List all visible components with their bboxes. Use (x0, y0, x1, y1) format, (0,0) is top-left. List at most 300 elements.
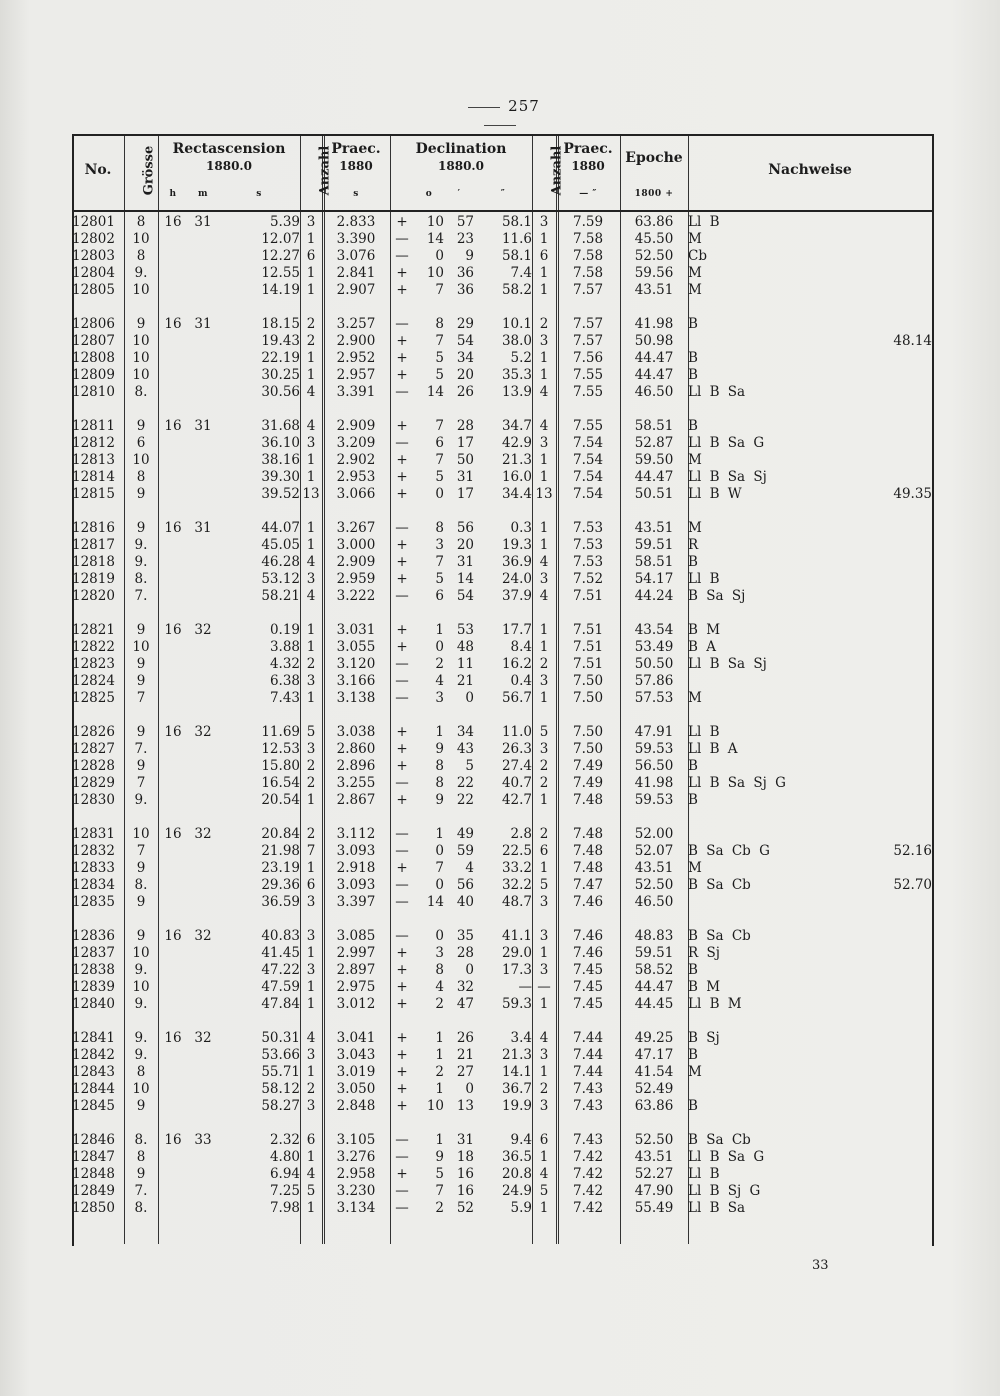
cell-dd: 0 (435, 486, 444, 502)
cell-m (188, 656, 218, 673)
cell-m (188, 1047, 218, 1064)
cell-no: 12801 (72, 214, 115, 230)
cell-rt (848, 452, 932, 469)
cell-pr2: 7.48 (572, 826, 604, 842)
cell-no: 12807 (72, 333, 115, 349)
cell-an: 2 (306, 775, 316, 791)
cell-ep: 63.86 (634, 214, 674, 230)
cell-pr: 3.397 (336, 894, 376, 910)
cell-h: 16 (164, 520, 182, 536)
cell-rt (848, 1166, 932, 1183)
cell-no: 12838 (72, 962, 115, 978)
cell-an2: 1 (539, 520, 549, 536)
cell-h (158, 282, 188, 299)
table-row (72, 418, 932, 435)
cell-an: 3 (306, 1098, 316, 1114)
cell-dd: 1 (435, 1081, 444, 1097)
cell-h: 16 (164, 622, 182, 638)
cell-an: 1 (306, 520, 316, 536)
cell-ds: 37.9 (501, 588, 533, 604)
cell-s: 14.19 (261, 282, 300, 298)
cell-pr: 2.848 (336, 1098, 376, 1114)
cell-no: 12850 (72, 1200, 115, 1216)
cell-pr: 3.222 (336, 588, 376, 604)
cell-an: 7 (306, 843, 316, 859)
cell-nw: B (688, 316, 698, 332)
cell-sg: + (396, 962, 408, 978)
cell-nw: Ll B Sa (688, 384, 746, 400)
cell-rt (848, 622, 932, 639)
cell-no: 12837 (72, 945, 115, 961)
cell-nw: B Sa Cb (688, 877, 751, 893)
cell-ds: 24.9 (501, 1183, 533, 1199)
cell-rt: 48.14 (893, 333, 933, 349)
cell-pr2: 7.59 (572, 214, 604, 230)
cell-dm: 36 (456, 282, 474, 298)
cell-pr2: 7.55 (572, 384, 604, 400)
cell-an2: 6 (539, 248, 549, 264)
group-separator-cell (72, 1013, 932, 1030)
cell-dm: 59 (456, 843, 474, 859)
cell-no: 12819 (72, 571, 115, 587)
cell-nw: Ll B (688, 1166, 720, 1182)
cell-dm: 52 (456, 1200, 474, 1216)
cell-pr: 2.907 (336, 282, 376, 298)
cell-no: 12816 (72, 520, 115, 536)
cell-ds: 10.1 (501, 316, 533, 332)
cell-h: 16 (164, 724, 182, 740)
cell-s: 36.10 (261, 435, 300, 451)
cell-ds: 34.7 (501, 418, 533, 434)
cell-an2: 3 (539, 928, 549, 944)
cell-ds: 17.3 (501, 962, 533, 978)
cell-ds: 41.1 (501, 928, 533, 944)
cell-ds: 40.7 (501, 775, 533, 791)
cell-nw: M (688, 1064, 702, 1080)
page-number-text: 257 (508, 97, 540, 115)
cell-nw: Cb (688, 248, 707, 264)
cell-pr2: 7.52 (572, 571, 604, 587)
cell-dd: 3 (435, 537, 444, 553)
cell-dm: 32 (456, 979, 474, 995)
cell-pr: 3.085 (336, 928, 376, 944)
cell-rt (848, 520, 932, 537)
cell-nw: R (688, 537, 699, 553)
cell-ds: 42.9 (501, 435, 533, 451)
cell-dm: 28 (456, 418, 474, 434)
cell-ep: 63.86 (634, 1098, 674, 1114)
cell-s: 58.27 (261, 1098, 300, 1114)
cell-sg: — (395, 894, 409, 910)
cell-no: 12847 (72, 1149, 115, 1165)
cell-an2: 4 (539, 418, 549, 434)
page-number (440, 97, 560, 133)
cell-ep: 59.56 (634, 265, 674, 281)
cell-an: 1 (306, 945, 316, 961)
cell-pr: 3.112 (336, 826, 376, 842)
cell-ds: 17.7 (501, 622, 533, 638)
cell-nw (688, 333, 848, 350)
cell-sg: + (396, 367, 408, 383)
cell-h (158, 435, 188, 452)
cell-pr2: 7.49 (572, 775, 604, 791)
table-row (72, 1098, 932, 1115)
cell-dd: 10 (426, 1098, 444, 1114)
cell-no: 12802 (72, 231, 115, 247)
cell-pr: 3.166 (336, 673, 376, 689)
cell-pr: 3.276 (336, 1149, 376, 1165)
cell-gr: 7 (136, 775, 146, 791)
cell-m (188, 741, 218, 758)
cell-rt (848, 1149, 932, 1166)
cell-sg: + (396, 452, 408, 468)
cell-an: 1 (306, 622, 316, 638)
cell-m (188, 1166, 218, 1183)
cell-pr: 3.043 (336, 1047, 376, 1063)
table-row (72, 265, 932, 282)
cell-h (158, 673, 188, 690)
cell-nw (688, 826, 848, 843)
cell-ds: 58.1 (501, 214, 533, 230)
cell-gr: 9. (134, 792, 148, 808)
cell-h: 16 (164, 418, 182, 434)
cell-no: 12812 (72, 435, 115, 451)
cell-nw: Ll B Sa G (688, 435, 765, 451)
cell-dm: 5 (465, 758, 474, 774)
cell-ep: 57.53 (634, 690, 674, 706)
cell-s: 12.55 (261, 265, 300, 281)
cell-ds: 0.4 (510, 673, 533, 689)
cell-ds: 26.3 (501, 741, 533, 757)
cell-dm: 50 (456, 452, 474, 468)
cell-gr: 9 (136, 758, 146, 774)
cell-pr: 2.997 (336, 945, 376, 961)
table-row (72, 962, 932, 979)
cell-gr: 9 (136, 418, 146, 434)
cell-nw: B (688, 554, 698, 570)
cell-pr: 2.909 (336, 418, 376, 434)
cell-pr: 3.031 (336, 622, 376, 638)
cell-dd: 0 (435, 248, 444, 264)
cell-nw: B A (688, 639, 716, 655)
cell-pr2: 7.47 (572, 877, 604, 893)
cell-ds: 19.3 (501, 537, 533, 553)
cell-ds: 21.3 (501, 1047, 533, 1063)
cell-dm: 31 (456, 554, 474, 570)
cell-gr: 9 (136, 316, 146, 332)
cell-pr: 3.120 (336, 656, 376, 672)
cell-nw: B M (688, 979, 721, 995)
cell-rt (848, 996, 932, 1013)
cell-nw: B (688, 1098, 698, 1114)
cell-dm: 27 (456, 1064, 474, 1080)
cell-no: 12833 (72, 860, 115, 876)
cell-pr: 3.138 (336, 690, 376, 706)
cell-an2: 1 (539, 452, 549, 468)
cell-m (188, 265, 218, 282)
cell-an2: 6 (539, 1132, 549, 1148)
cell-an2: 2 (539, 316, 549, 332)
cell-dm: 26 (456, 1030, 474, 1046)
cell-no: 12845 (72, 1098, 115, 1114)
cell-gr: 10 (132, 333, 150, 349)
cell-sg: + (396, 724, 408, 740)
table-row (72, 1081, 932, 1098)
cell-no: 12823 (72, 656, 115, 672)
cell-ds: 2.8 (510, 826, 533, 842)
cell-no: 12803 (72, 248, 115, 264)
cell-ep: 59.51 (634, 945, 674, 961)
cell-ds: 34.4 (501, 486, 533, 502)
cell-gr: 8. (134, 1200, 148, 1216)
cell-no: 12809 (72, 367, 115, 383)
cell-m (188, 384, 218, 401)
cell-m (188, 690, 218, 707)
cell-m (188, 673, 218, 690)
cell-ep: 52.50 (634, 877, 674, 893)
header-spacer (72, 206, 932, 214)
cell-pr: 2.902 (336, 452, 376, 468)
cell-pr: 3.050 (336, 1081, 376, 1097)
cell-pr2: 7.53 (572, 520, 604, 536)
header-praec-unit: s (353, 188, 359, 199)
cell-an: 3 (306, 435, 316, 451)
cell-pr: 3.390 (336, 231, 376, 247)
cell-no: 12813 (72, 452, 115, 468)
cell-ep: 56.50 (634, 758, 674, 774)
cell-m (188, 469, 218, 486)
cell-sg: + (396, 486, 408, 502)
cell-pr2: 7.53 (572, 537, 604, 553)
cell-pr2: 7.54 (572, 452, 604, 468)
cell-s: 3.88 (269, 639, 300, 655)
cell-s: 55.71 (261, 1064, 300, 1080)
cell-dm: 31 (456, 469, 474, 485)
table-row (72, 622, 932, 639)
cell-an2: 3 (539, 962, 549, 978)
cell-pr: 2.953 (336, 469, 376, 485)
cell-ds: 16.2 (501, 656, 533, 672)
cell-an2: 1 (539, 537, 549, 553)
cell-an2: 3 (539, 333, 549, 349)
cell-no: 12832 (72, 843, 115, 859)
table-row (72, 350, 932, 367)
cell-m (188, 333, 218, 350)
cell-h (158, 996, 188, 1013)
header-decl-sec: ″ (500, 188, 506, 199)
cell-dd: 7 (435, 418, 444, 434)
cell-s: 23.19 (261, 860, 300, 876)
cell-m (188, 435, 218, 452)
cell-sg: + (396, 418, 408, 434)
cell-dd: 10 (426, 214, 444, 230)
header-praec2-unit: — ″ (579, 188, 597, 199)
table-row (72, 724, 932, 741)
cell-no: 12830 (72, 792, 115, 808)
cell-pr: 2.841 (336, 265, 376, 281)
cell-h: 16 (164, 826, 182, 842)
group-separator-cell (72, 707, 932, 724)
cell-dd: 0 (435, 639, 444, 655)
cell-an: 3 (306, 1047, 316, 1063)
cell-s: 12.27 (261, 248, 300, 264)
cell-h (158, 1064, 188, 1081)
cell-no: 12827 (72, 741, 115, 757)
cell-an2: 1 (539, 282, 549, 298)
header-epoche-unit: 1800 + (634, 188, 674, 199)
cell-dm: 56 (456, 520, 474, 536)
table-row (72, 775, 932, 792)
cell-sg: — (395, 588, 409, 604)
cell-ds: 59.3 (501, 996, 533, 1012)
cell-rt (848, 1081, 932, 1098)
cell-rt (848, 741, 932, 758)
group-separator-cell (72, 299, 932, 316)
cell-an: 1 (306, 1149, 316, 1165)
cell-no: 12821 (72, 622, 115, 638)
cell-no: 12835 (72, 894, 115, 910)
cell-nw: Ll B Sa Sj G (688, 775, 786, 791)
cell-ep: 59.53 (634, 741, 674, 757)
table-row (72, 571, 932, 588)
cell-s: 6.38 (269, 673, 300, 689)
cell-an: 1 (306, 231, 316, 247)
cell-ep: 47.90 (634, 1183, 674, 1199)
cell-sg: + (396, 1166, 408, 1182)
cell-an2: 3 (539, 214, 549, 230)
cell-sg: — (395, 1200, 409, 1216)
cell-rt (848, 690, 932, 707)
cell-nw: B (688, 367, 698, 383)
cell-rt (848, 656, 932, 673)
cell-sg: — (395, 843, 409, 859)
cell-an: 2 (306, 333, 316, 349)
cell-ds: 5.2 (510, 350, 533, 366)
cell-pr: 2.952 (336, 350, 376, 366)
cell-an: 1 (306, 690, 316, 706)
cell-ds: 56.7 (501, 690, 533, 706)
cell-ep: 57.86 (634, 673, 674, 689)
cell-s: 5.39 (269, 214, 300, 230)
cell-an2: 3 (539, 435, 549, 451)
cell-dd: 8 (435, 520, 444, 536)
cell-pr: 2.975 (336, 979, 376, 995)
cell-an: 1 (306, 265, 316, 281)
cell-pr2: 7.54 (572, 435, 604, 451)
cell-sg: + (396, 945, 408, 961)
cell-an: 1 (306, 282, 316, 298)
cell-m (188, 248, 218, 265)
cell-m (188, 843, 218, 860)
cell-dd: 8 (435, 775, 444, 791)
cell-an: 4 (306, 588, 316, 604)
cell-nw: M (688, 860, 702, 876)
cell-h (158, 639, 188, 656)
cell-h (158, 350, 188, 367)
cell-gr: 10 (132, 639, 150, 655)
cell-dd: 8 (435, 758, 444, 774)
cell-dm: 47 (456, 996, 474, 1012)
cell-an: 1 (306, 367, 316, 383)
cell-an: 2 (306, 758, 316, 774)
cell-h (158, 469, 188, 486)
cell-rt (848, 231, 932, 248)
cell-an2: 1 (539, 860, 549, 876)
cell-an: 4 (306, 554, 316, 570)
cell-an: 3 (306, 962, 316, 978)
cell-rt (848, 1200, 932, 1217)
group-separator-cell (72, 503, 932, 520)
cell-m (188, 537, 218, 554)
cell-gr: 9 (136, 486, 146, 502)
cell-pr: 3.134 (336, 1200, 376, 1216)
cell-sg: + (396, 265, 408, 281)
cell-rt (848, 588, 932, 605)
cell-nw: Ll B (688, 724, 720, 740)
cell-an: 4 (306, 418, 316, 434)
cell-no: 12810 (72, 384, 115, 400)
group-separator (72, 707, 932, 724)
cell-an2: 1 (539, 469, 549, 485)
cell-sg: + (396, 741, 408, 757)
cell-no: 12831 (72, 826, 115, 842)
cell-s: 0.19 (269, 622, 300, 638)
cell-s: 47.22 (261, 962, 300, 978)
cell-sg: — (395, 435, 409, 451)
cell-sg: + (396, 758, 408, 774)
cell-m (188, 486, 218, 503)
cell-rt (848, 945, 932, 962)
cell-s: 6.94 (269, 1166, 300, 1182)
cell-sg: + (396, 622, 408, 638)
cell-gr: 8 (136, 248, 146, 264)
cell-dm: 21 (456, 673, 474, 689)
cell-sg: + (396, 979, 408, 995)
cell-an: 1 (306, 1200, 316, 1216)
cell-h (158, 962, 188, 979)
cell-s: 41.45 (261, 945, 300, 961)
cell-rt (848, 554, 932, 571)
cell-nw: Ll B Sa G (688, 1149, 765, 1165)
cell-sg: — (395, 231, 409, 247)
cell-rt (848, 792, 932, 809)
cell-m: 32 (194, 928, 212, 944)
cell-an2: 1 (539, 350, 549, 366)
cell-dm: 36 (456, 265, 474, 281)
cell-dm: 16 (456, 1183, 474, 1199)
cell-pr2: 7.56 (572, 350, 604, 366)
cell-h (158, 384, 188, 401)
cell-no: 12820 (72, 588, 115, 604)
cell-ds: 11.0 (501, 724, 533, 740)
cell-s: 30.25 (261, 367, 300, 383)
cell-an: 1 (306, 350, 316, 366)
cell-s: 46.28 (261, 554, 300, 570)
cell-dd: 1 (435, 1030, 444, 1046)
cell-gr: 10 (132, 945, 150, 961)
cell-s: 53.12 (261, 571, 300, 587)
cell-gr: 8. (134, 571, 148, 587)
cell-ds: 13.9 (501, 384, 533, 400)
cell-pr2: 7.49 (572, 758, 604, 774)
cell-dd: 6 (435, 435, 444, 451)
cell-nw: R Sj (688, 945, 720, 961)
cell-rt (848, 1030, 932, 1047)
cell-ep: 44.47 (634, 469, 674, 485)
cell-gr: 8. (134, 877, 148, 893)
page-number-dash-left (468, 107, 500, 108)
cell-s: 18.15 (261, 316, 300, 332)
